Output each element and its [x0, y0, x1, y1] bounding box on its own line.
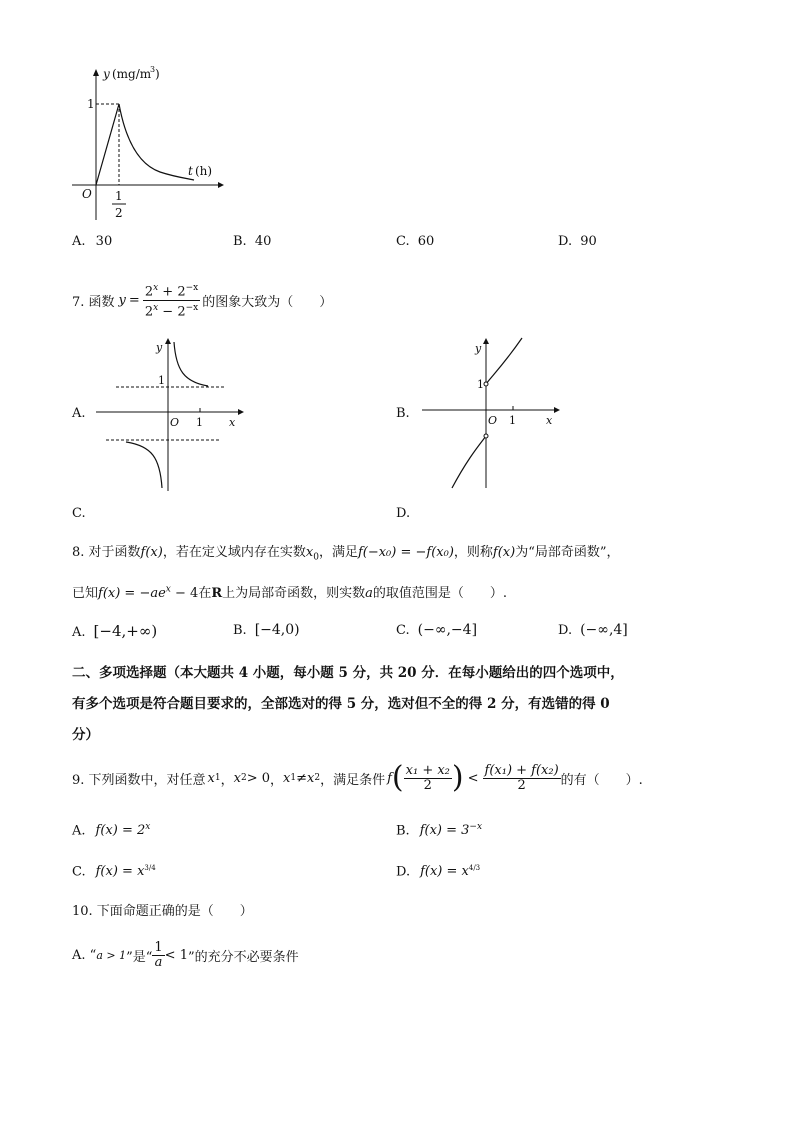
q7-graph-a[interactable] [96, 336, 251, 491]
q7-option-b-label[interactable]: B. [396, 406, 410, 421]
q7-suffix: 的图象大致为（ ） [202, 294, 333, 310]
q9-rhs-fraction: $\frac{\text{f(x₁) + f(x₂)}}{2}$ [484, 762, 559, 793]
graph-y-label: y [475, 342, 482, 355]
q7-prefix: 7. 函数 [72, 294, 115, 310]
q10-stem: 10. 下面命题正确的是（ ） [72, 904, 253, 919]
q7-graph-b[interactable] [420, 336, 570, 491]
y-tick-one: 1 [87, 97, 95, 111]
option-text: 30 [95, 234, 113, 249]
option-text: 90 [580, 234, 597, 249]
origin-label: O [82, 187, 92, 201]
graph-x-label: x [546, 414, 553, 427]
y-axis-unit-sup: 3 [150, 65, 156, 74]
concentration-graph [60, 62, 230, 227]
q9-lhs-fraction: $\frac{\text{x₁ + x₂}}{2}$ [405, 762, 450, 793]
option-letter: C. [396, 234, 410, 249]
q9-option-d[interactable]: D. $f(x) = x^{4/3}$ [396, 864, 481, 880]
q9-option-c[interactable]: C. $f(x) = x^{3/4}$ [72, 864, 156, 880]
graph-origin: O [170, 416, 180, 429]
q9-option-a[interactable]: A. $f(x) = 2^x$ [72, 822, 151, 839]
q8-option-a[interactable]: A. [−4,+∞) [72, 622, 158, 640]
q8-option-c[interactable]: C. (−∞,−4] [396, 622, 478, 638]
section2-line3: 分） [72, 727, 99, 743]
x-tick-num: 1 [115, 189, 123, 203]
q6-option-a[interactable] [72, 234, 112, 249]
x-axis-label: t [188, 164, 193, 178]
q7-fraction: $\frac{2^x + 2^{-x}}{2^x - 2^{-x}}$ [144, 283, 199, 319]
option-text: 40 [254, 234, 272, 249]
q8-line2: 已知$f(x) = -ae^x - 4$在R上为局部奇函数，则实数a的取值范围是（ ）. [72, 584, 508, 601]
graph-y-tick: 1 [158, 374, 165, 387]
q8-option-d[interactable]: D. (−∞,4] [558, 622, 628, 638]
q7-option-d-label[interactable]: D. [396, 506, 411, 521]
graph-x-tick: 1 [196, 416, 203, 429]
option-letter: B. [233, 234, 247, 249]
q9-stem: 9. 下列函数中，对任意 x 1 ， x 2 > 0 ， x 1 ≠ x 2 ，满足条件 f ( $\frac{\text{x₁ + x₂}}{2}$ ) < $\frac{\text{f(x₁) + f(x₂)}}{2}$ 的有（ ）. [72, 760, 643, 795]
option-letter: D. [558, 234, 573, 249]
q8-option-b[interactable]: B. [−4,0) [233, 622, 300, 638]
q6-option-d[interactable] [558, 234, 597, 249]
q7-y: y [118, 292, 126, 308]
option-text: 60 [417, 234, 435, 249]
x-axis-unit: (h) [195, 164, 213, 178]
q8-line1: 8. 对于函数f(x)，若在定义域内存在实数$x_0$，满足f(−x₀) = −f(x₀)，则称f(x)为“局部奇函数”， [72, 545, 620, 563]
q7-option-c-label[interactable]: C. [72, 506, 86, 521]
section2-line1: 二、多项选择题（本大题共 4 小题，每小题 5 分，共 20 分．在每小题给出的四个选项中， [72, 665, 624, 681]
q6-option-c[interactable] [396, 234, 434, 249]
y-axis-label: y [103, 67, 110, 81]
q10-fraction: $\frac{1}{a}$ [154, 939, 163, 970]
q6-option-b[interactable] [233, 234, 271, 249]
graph-origin: O [488, 414, 498, 427]
graph-y-tick: 1 [477, 378, 484, 391]
y-axis-unit-close: ) [155, 67, 160, 81]
q10-option-a[interactable]: A. “ a > 1 ”是“ $\frac{1}{a}$ < 1 ”的充分不必要条件 [72, 939, 299, 970]
graph-x-label: x [229, 416, 236, 429]
section2-line2: 有多个选项是符合题目要求的，全部选对的得 5 分，选对但不全的得 2 分，有选错的得 0 [72, 696, 610, 712]
q9-option-b[interactable]: B. $f(x) = 3^{-x}$ [396, 822, 483, 839]
q7-option-a-label[interactable]: A. [72, 406, 86, 421]
option-letter: A. [72, 234, 86, 249]
q7-stem [72, 282, 332, 318]
graph-x-tick: 1 [509, 414, 516, 427]
x-tick-den: 2 [115, 206, 123, 220]
graph-y-label: y [156, 341, 163, 354]
y-axis-unit: (mg/m [112, 67, 152, 81]
q7-eq: = [128, 292, 140, 308]
